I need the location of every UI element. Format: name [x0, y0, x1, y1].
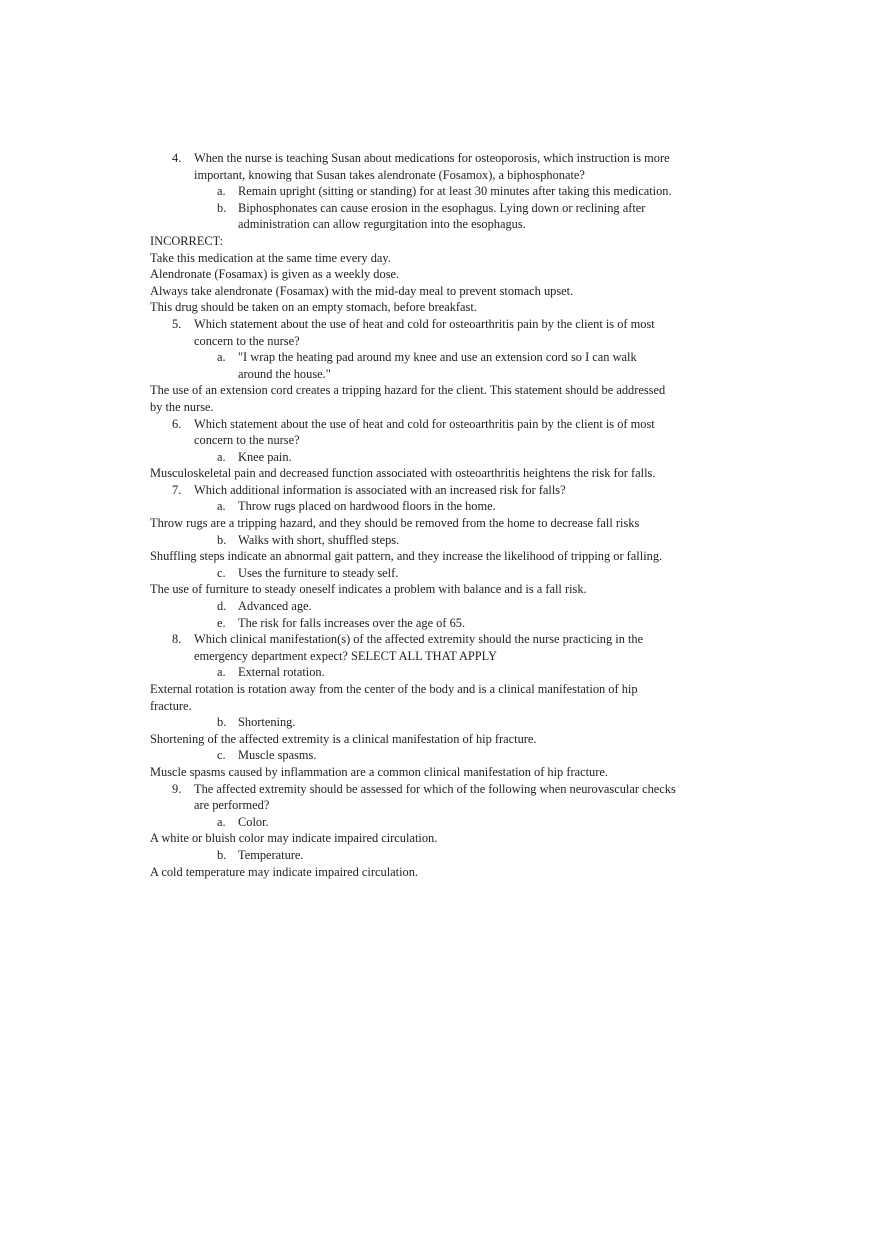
question-number: 6.	[172, 416, 182, 431]
answer-option	[150, 183, 685, 200]
option-text: The risk for falls increases over the age of 65.	[238, 615, 466, 630]
option-text: Muscle spasms.	[238, 748, 317, 763]
rationale-paragraph: The use of an extension cord creates a tripping hazard for the client. This statement should be addressed by the nurse.	[150, 383, 666, 414]
question-number: 9.	[172, 781, 182, 796]
option-text: Uses the furniture to steady self.	[238, 565, 399, 580]
answer-option	[150, 814, 685, 831]
answer-option	[150, 664, 685, 681]
question-text: Which additional information is associated with an increased risk for falls?	[194, 482, 566, 497]
answer-option	[150, 349, 685, 382]
question-text: The affected extremity should be assessed for which of the following when neurovascular checks are performed?	[194, 781, 676, 813]
answer-option	[150, 598, 685, 615]
option-text: Walks with short, shuffled steps.	[238, 532, 400, 547]
question-item	[150, 416, 685, 449]
answer-option	[150, 747, 685, 764]
option-letter: a.	[217, 184, 226, 199]
question-item	[150, 781, 685, 814]
rationale-paragraph: The use of furniture to steady oneself indicates a problem with balance and is a fall risk.	[150, 582, 587, 597]
question-item	[150, 482, 685, 499]
question-item	[150, 150, 685, 183]
rationale-paragraph: Take this medication at the same time every day.	[150, 250, 391, 265]
option-text: Biphosphonates can cause erosion in the esophagus. Lying down or reclining after administration can allow regurgitation into the esophagus.	[238, 200, 646, 232]
rationale-paragraph: A white or bluish color may indicate impaired circulation.	[150, 831, 438, 846]
question-text: Which statement about the use of heat and cold for osteoarthritis pain by the client is of most concern to the nurse?	[194, 316, 655, 348]
option-letter: d.	[217, 599, 227, 614]
option-text: Remain upright (sitting or standing) for at least 30 minutes after taking this medication.	[238, 184, 672, 199]
question-item	[150, 631, 685, 664]
option-letter: a.	[217, 350, 226, 365]
question-item	[150, 316, 685, 349]
rationale-paragraph: External rotation is rotation away from the center of the body and is a clinical manifestation of hip fracture.	[150, 682, 638, 713]
rationale-paragraph: Shuffling steps indicate an abnormal gait pattern, and they increase the likelihood of tripping or falling.	[150, 549, 663, 564]
option-text: Throw rugs placed on hardwood floors in the home.	[238, 499, 496, 514]
option-letter: c.	[217, 565, 226, 580]
option-text: Color.	[238, 814, 269, 829]
option-letter: a.	[217, 814, 226, 829]
answer-option	[150, 565, 685, 582]
option-text: Advanced age.	[238, 599, 312, 614]
option-letter: e.	[217, 615, 226, 630]
option-text: Shortening.	[238, 715, 296, 730]
option-text: External rotation.	[238, 665, 325, 680]
option-letter: a.	[217, 499, 226, 514]
option-text: Temperature.	[238, 847, 304, 862]
question-text: When the nurse is teaching Susan about medications for osteoporosis, which instruction is more important, knowing that Susan takes alendronate (Fosamox), a biphosphonate?	[194, 151, 670, 182]
question-text: Which statement about the use of heat and cold for osteoarthritis pain by the client is of most concern to the nurse?	[194, 416, 655, 448]
rationale-paragraph: INCORRECT:	[150, 233, 224, 248]
rationale-paragraph: Shortening of the affected extremity is a clinical manifestation of hip fracture.	[150, 731, 537, 746]
question-text: Which clinical manifestation(s) of the affected extremity should the nurse practicing in the emergency department expect? SELECT ALL THAT APPLY	[194, 632, 644, 663]
option-letter: c.	[217, 748, 226, 763]
option-text: Knee pain.	[238, 449, 292, 464]
rationale-paragraph: Alendronate (Fosamax) is given as a weekly dose.	[150, 267, 400, 282]
rationale-paragraph: A cold temperature may indicate impaired circulation.	[150, 864, 419, 879]
option-letter: b.	[217, 715, 227, 730]
answer-option	[150, 498, 685, 515]
rationale-paragraph: Always take alendronate (Fosamax) with the mid-day meal to prevent stomach upset.	[150, 283, 574, 298]
document-body	[150, 150, 685, 880]
option-letter: b.	[217, 200, 227, 215]
answer-option	[150, 200, 685, 233]
rationale-paragraph: Musculoskeletal pain and decreased function associated with osteoarthritis heightens the risk for falls.	[150, 466, 656, 481]
rationale-paragraph: This drug should be taken on an empty stomach, before breakfast.	[150, 300, 477, 315]
answer-option	[150, 449, 685, 466]
question-number: 7.	[172, 482, 182, 497]
option-letter: a.	[217, 665, 226, 680]
question-number: 4.	[172, 151, 182, 165]
answer-option	[150, 532, 685, 549]
question-number: 8.	[172, 632, 182, 647]
question-number: 5.	[172, 316, 182, 331]
option-text: "I wrap the heating pad around my knee and use an extension cord so I can walk around the house."	[238, 350, 637, 381]
option-letter: b.	[217, 532, 227, 547]
option-letter: a.	[217, 449, 226, 464]
rationale-paragraph: Muscle spasms caused by inflammation are a common clinical manifestation of hip fracture.	[150, 764, 608, 779]
answer-option	[150, 847, 685, 864]
rationale-paragraph: Throw rugs are a tripping hazard, and they should be removed from the home to decrease fall risks	[150, 516, 640, 531]
option-letter: b.	[217, 847, 227, 862]
answer-option	[150, 714, 685, 731]
answer-option	[150, 615, 685, 632]
